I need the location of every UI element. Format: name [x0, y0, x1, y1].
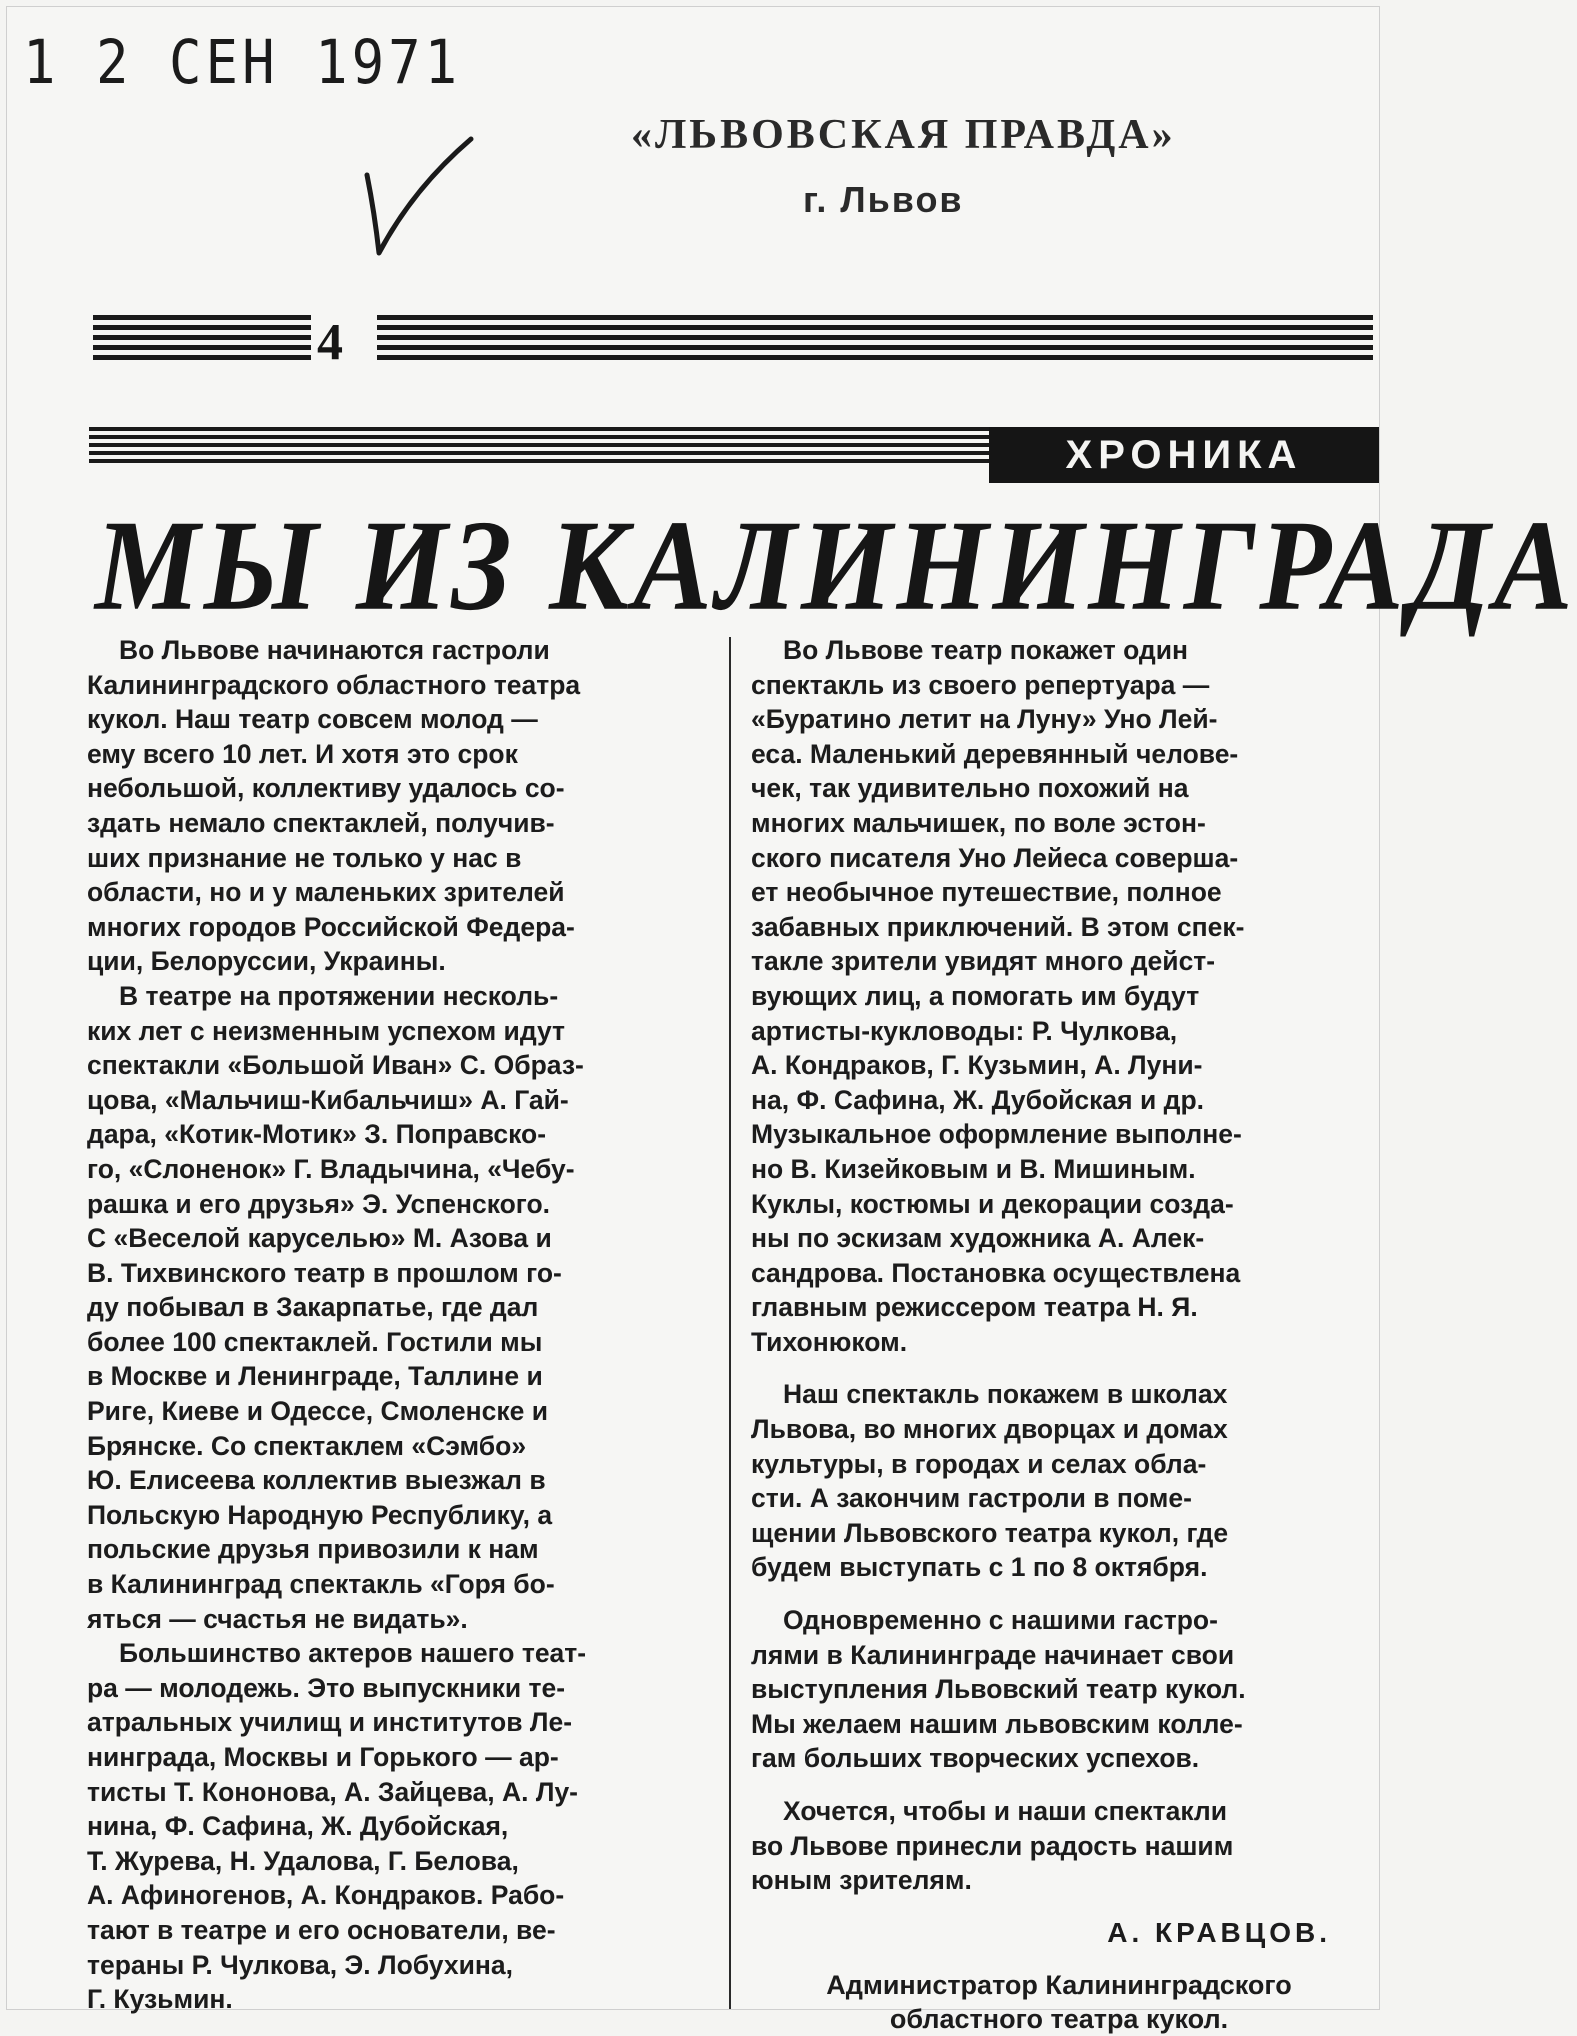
page-rule-left: [93, 315, 311, 371]
headline: МЫ ИЗ КАЛИНИНГРАДА: [95, 493, 1577, 638]
source-city: г. Львов: [803, 179, 964, 220]
article-column-left: [87, 633, 709, 2017]
rubric-stripes: [89, 427, 989, 471]
paragraph: Во Львове начинаются гастроли Калининградского областного театра кукол. Наш театр совсем молод — ему всего 10 лет. И хотя это срок небольшой, коллективу удалось со- здать немало спектаклей, получив- ших признание не только у нас в области, но и у маленьких зрителей многих городов Российской Федера- ции, Белоруссии, Украины.: [87, 635, 581, 977]
author-name: А. КРАВЦОВ.: [1107, 1916, 1331, 1948]
newspaper-clipping: [6, 6, 1577, 2035]
paragraph: В театре на протяжении несколь- ких лет с неизменным успехом идут спектакли «Большой Иван» С. Образ- цова, «Мальчиш-Кибальчиш» А. Гай- дара, «Котик-Мотик» З. Поправско- го, «Слоненок» Г. Владычина, «Чебу- рашка и его друзья» Э. Успенского. С «Веселой каруселью» М. Азова и В. Тихвинского театр в прошлом го- ду побывал в Закарпатье, где дал более 100 спектаклей. Гостили мы в Москве и Ленинграде, Таллине и Риге, Киеве и Одессе, Смоленске и Брянске. Со спектаклем «Сэмбо» Ю. Елисеева коллектив выезжал в Польскую Народную Республику, а польские друзья привозили к нам в Калининград спектакль «Горя бо- яться — счастья не видать».: [87, 980, 584, 1634]
paragraph: Хочется, чтобы и наши спектакли во Львове принесли радость нашим юным зрителям.: [751, 1796, 1234, 1896]
paragraph: Большинство актеров нашего теат- ра — молодежь. Это выпускники те- атральных училищ и институтов Ле- нинграда, Москвы и Горького — ар- тисты Т. Кононова, А. Зайцева, А. Лу- нина, Ф. Сафина, Ж. Дубойская, Т. Журева, Н. Удалова, Г. Белова, А. Афиногенов, А. Кондраков. Рабо- тают в театре и его основатели, ве- тераны Р. Чулкова, Э. Лобухина, Г. Кузьмин.: [87, 1638, 587, 2015]
article-column-right: [751, 633, 1367, 2036]
source-title: «ЛЬВОВСКАЯ ПРАВДА»: [631, 112, 1176, 158]
paragraph: Одновременно с нашими гастро- лями в Калининграде начинает свои выступления Львовский театр кукол. Мы желаем нашим львовским колле- гам больших творческих успехов.: [751, 1605, 1246, 1774]
checkmark-icon: [359, 135, 479, 259]
page-number: 4: [317, 314, 343, 371]
rubric-label: ХРОНИКА: [989, 427, 1379, 483]
paragraph: Наш спектакль покажем в школах Львова, во многих дворцах и домах культуры, в городах и селах обла- сти. А закончим гастроли в поме- щении Львовского театра кукол, где будем выступать с 1 по 8 октября.: [751, 1379, 1229, 1583]
page-rule-right: [377, 315, 1373, 371]
author-role: Администратор Калининградского областного театра кукол.: [826, 1970, 1292, 2035]
paragraph: Во Львове театр покажет один спектакль из своего репертуара — «Буратино летит на Луну» Уно Лей- еса. Маленький деревянный челове- чек, так удивительно похожий на многих мальчишек, по воле эстон- ского писателя Уно Лейеса соверша- ет необычное путешествие, полное забавных приключений. В этом спек- такле зрители увидят много дейст- вующих лиц, а помогать им будут артисты-кукловоды: Р. Чулкова, А. Кондраков, Г. Кузьмин, А. Луни- на, Ф. Сафина, Ж. Дубойская и др. Музыкальное оформление выполне- но В. Кизейковым и В. Мишиным. Куклы, костюмы и декорации созда- ны по эскизам художника А. Алек- сандрова. Постановка осуществлена главным режиссером театра Н. Я. Тихонюком.: [751, 635, 1245, 1357]
column-divider: [729, 637, 731, 2009]
date-stamp: 1 2 СЕН 1971: [23, 27, 462, 98]
